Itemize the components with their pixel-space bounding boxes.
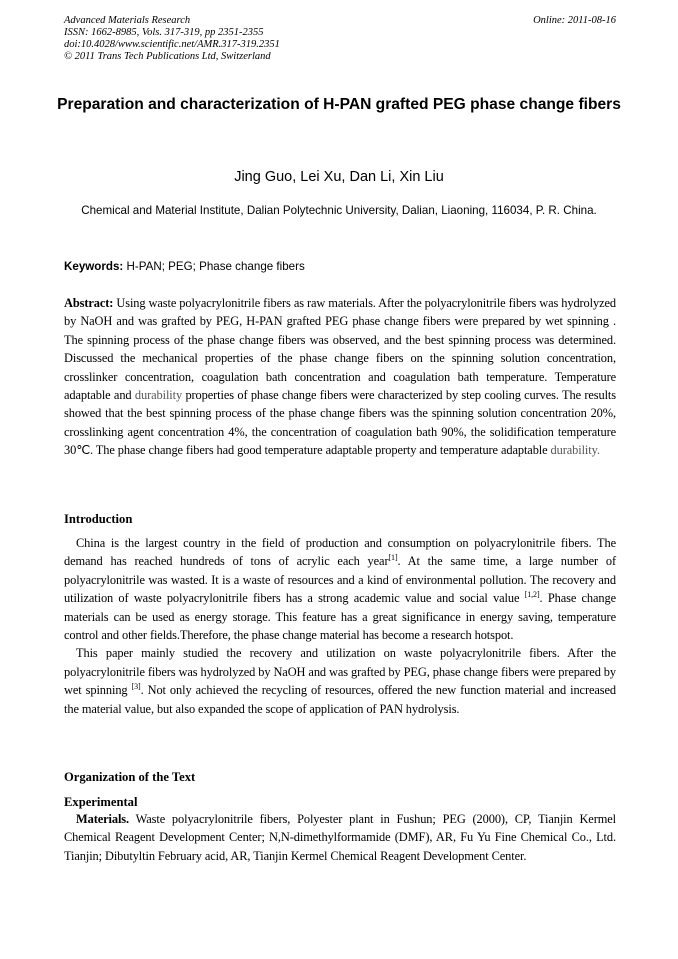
citation-ref: [3]: [131, 682, 141, 692]
materials-label: Materials.: [76, 812, 130, 826]
abstract-text-part2: properties of phase change fibers were characterized by step cooling curves. The results showed that the best spinning process of the phase change fibers was the spinning solution concentration 20%, crosslinking agent concentration 4%, the concentration of coagulation bath 90%, the solidification temperature 30℃. The phase change fibers had good temperature adaptable property and temperature adaptable: [64, 388, 617, 458]
abstract: [64, 294, 616, 460]
keywords-text: H-PAN; PEG; Phase change fibers: [123, 260, 305, 273]
intro-p1-text-c: . Phase change materials can be used as energy storage. This feature has a great significance in energy saving, temperature control and other fields.Therefore, the phase change material has become a research hotspot.: [64, 591, 616, 643]
intro-p1-text-b: . At the same time, a large number of polyacrylonitrile was wasted. It is a waste of resources and a kind of environmental pollution. The recovery and utilization of waste polyacrylonitrile fibers has a strong academic value and social value: [64, 554, 616, 606]
introduction-body: [64, 534, 616, 718]
copyright-line: © 2011 Trans Tech Publications Ltd, Switzerland: [64, 51, 271, 62]
keywords-label: Keywords:: [64, 260, 124, 273]
doi-line: doi:10.4028/www.scientific.net/AMR.317-319.2351: [64, 39, 280, 50]
citation-ref: [1,2]: [524, 590, 540, 600]
affiliation: Chemical and Material Institute, Dalian Polytechnic University, Dalian, Liaoning, 116034, P. R. China.: [81, 204, 597, 217]
experimental-heading: Experimental: [64, 795, 138, 809]
abstract-text-part1: Using waste polyacrylonitrile fibers as raw materials. After the polyacrylonitrile fibers was hydrolyzed by NaOH and was grafted by PEG, H-PAN grafted PEG phase change fibers were prepared by wet spinning . The spinning process of the phase change fibers was observed, and the best spinning process was determined. Discussed the mechanical properties of the phase change fibers on the spinning solution concentration, crosslinker concentration, coagulation bath concentration and coagulation bath temperature. Temperature adaptable and: [64, 296, 616, 403]
keywords: [64, 259, 616, 275]
paper-title: Preparation and characterization of H-PAN grafted PEG phase change fibers: [57, 96, 621, 113]
abstract-durability-1: durability: [134, 388, 183, 403]
intro-p2-text-b: . Not only achieved the recycling of resources, offered the new function material and increased the material value, but also expanded the scope of application of PAN hydrolysis.: [64, 683, 616, 716]
intro-p2-text-a: This paper mainly studied the recovery and utilization on waste polyacrylonitrile fibers. After the polyacrylonitrile fibers was hydrolyzed by NaOH and was grafted by PEG, phase change fibers were prepared by wet spinning: [64, 646, 616, 698]
online-date: Online: 2011-08-16: [533, 15, 616, 26]
citation-ref: [1]: [388, 553, 398, 563]
journal-name: Advanced Materials Research: [64, 15, 191, 26]
journal-header: [64, 15, 616, 63]
introduction-paragraph-1: [64, 534, 616, 644]
organization-heading: Organization of the Text: [64, 770, 196, 784]
materials-text: Waste polyacrylonitrile fibers, Polyester plant in Fushun; PEG (2000), CP, Tianjin Kermel Chemical Reagent Development Center; N,N-dimethylformamide (DMF), AR, Fu Yu Fine Chemical Co., Ltd. Tianjin; Dibutyltin February acid, AR, Tianjin Kermel Chemical Reagent Development Center.: [64, 812, 616, 863]
intro-p1-text-a: China is the largest country in the field of production and consumption on polyacrylonitrile fibers. The demand has reached hundreds of tons of acrylic each year: [64, 536, 616, 569]
introduction-heading: Introduction: [64, 512, 133, 526]
issn-line: ISSN: 1662-8985, Vols. 317-319, pp 2351-2355: [64, 27, 264, 38]
introduction-paragraph-2: [64, 644, 616, 718]
materials-paragraph: [64, 810, 616, 865]
abstract-label: Abstract:: [64, 296, 114, 310]
experimental-body: [64, 810, 616, 865]
author-list: Jing Guo, Lei Xu, Dan Li, Xin Liu: [234, 169, 444, 185]
abstract-durability-2: durability.: [550, 443, 600, 458]
